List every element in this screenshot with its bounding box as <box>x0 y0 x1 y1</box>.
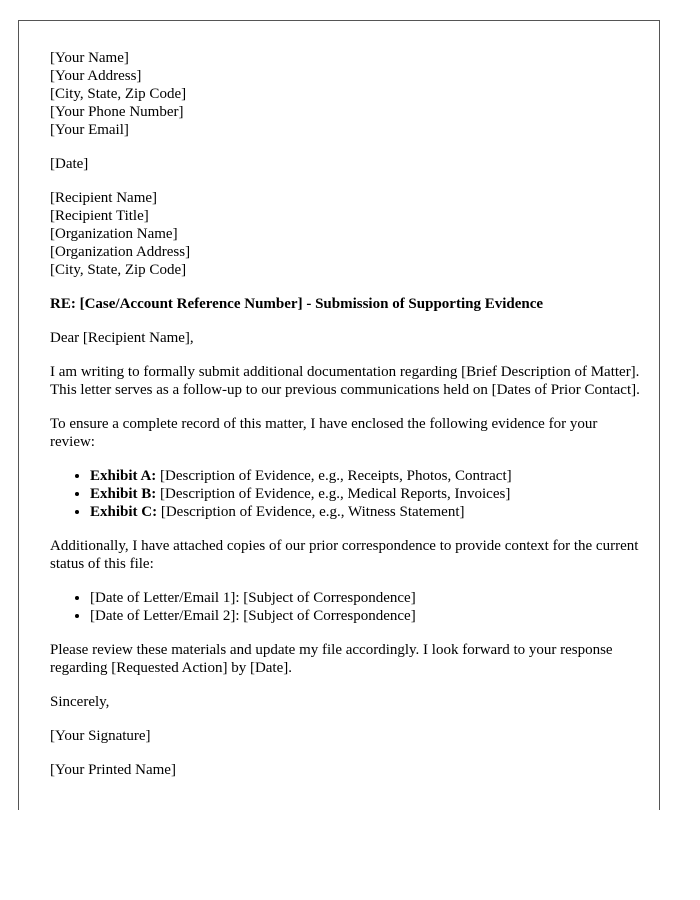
exhibit-text: [Description of Evidence, e.g., Receipts, Photos, Contract] <box>156 468 512 484</box>
recipient-city-state-zip: [City, State, Zip Code] <box>50 262 187 278</box>
exhibit-label: Exhibit A: <box>90 468 157 484</box>
list-item <box>90 503 640 521</box>
recipient-organization-address: [Organization Address] <box>50 244 191 260</box>
letter-date: [Date] <box>50 156 89 172</box>
evidence-intro-paragraph: To ensure a complete record of this matter, I have enclosed the following evidence for your review: <box>50 416 598 450</box>
letter-content <box>50 49 640 795</box>
list-item: • [Date of Letter/Email 1]: [Subject of Correspondence] <box>90 589 640 607</box>
letter-page <box>18 20 660 810</box>
sender-email: [Your Email] <box>50 122 129 138</box>
exhibit-label: Exhibit C: <box>90 504 158 520</box>
salutation: Dear [Recipient Name], <box>50 330 194 346</box>
subject-line: RE: [Case/Account Reference Number] - Submission of Supporting Evidence <box>50 296 544 312</box>
exhibit-label: Exhibit B: <box>90 486 157 502</box>
recipient-name: [Recipient Name] <box>50 190 158 206</box>
exhibit-text: [Description of Evidence, e.g., Medical Reports, Invoices] <box>156 486 511 502</box>
intro-paragraph: I am writing to formally submit additional documentation regarding [Brief Description of Matter]. This letter serves as a follow-up to our previous communications held on [Dates of Prior Contact]. <box>50 364 640 398</box>
exhibit-text: [Description of Evidence, e.g., Witness Statement] <box>157 504 465 520</box>
printed-name: [Your Printed Name] <box>50 762 176 778</box>
exhibit-list <box>50 467 640 521</box>
sender-block <box>50 49 640 139</box>
date-block <box>50 155 640 173</box>
recipient-organization: [Organization Name] <box>50 226 178 242</box>
sender-name: [Your Name] <box>50 50 129 66</box>
correspondence-list <box>50 589 640 625</box>
list-item: • [Date of Letter/Email 2]: [Subject of Correspondence] <box>90 607 640 625</box>
sender-city-state-zip: [City, State, Zip Code] <box>50 86 187 102</box>
recipient-block <box>50 189 640 279</box>
correspondence-intro-paragraph: Additionally, I have attached copies of our prior correspondence to provide context for the current status of this file: <box>50 538 639 572</box>
list-item <box>90 485 640 503</box>
list-item <box>90 467 640 485</box>
recipient-title: [Recipient Title] <box>50 208 149 224</box>
signature: [Your Signature] <box>50 728 151 744</box>
sender-address: [Your Address] <box>50 68 142 84</box>
closing-paragraph: Please review these materials and update my file accordingly. I look forward to your response regarding [Requested Action] by [Date]. <box>50 642 613 676</box>
signoff: Sincerely, <box>50 694 110 710</box>
sender-phone: [Your Phone Number] <box>50 104 184 120</box>
